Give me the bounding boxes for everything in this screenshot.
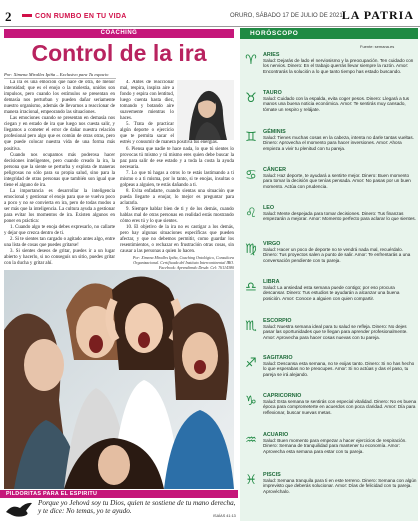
capricorn-icon: ♑	[245, 394, 257, 409]
paragraph: 4. Antes de reaccionar mal, respira, inspira aire a fondo y espira con lentitud, luego cuenta hasta diez, tomando y botando aire suavemente mientras lo haces.	[120, 80, 174, 122]
sign-name: LIBRA	[263, 279, 280, 285]
sign-text: Salud: Esta semana te sentirás con especial vitalidad. Dinero: No es buena época para comprometerte en acuerdos con poca claridad. Amor: Día para reflexionar, buscar nuevas metas.	[263, 399, 417, 415]
sign-text: Salud: Nuestra semana ideal para tu salud se refleja. Dinero: No dejes pasar las oportunidades que te llegan para aprender profesionalmente. Amor: Aprovecha para hacer cosas nuevas con tu pareja.	[263, 324, 408, 340]
page-number: 2	[5, 9, 12, 24]
paragraph: 5. Trata de practicar algún deporte o ejercicio que te permita sacar el estrés y consumir de manera positiva tus energías.	[120, 122, 218, 146]
sign-piscis	[243, 472, 417, 494]
sign-tauro	[243, 90, 417, 112]
aries-icon: ♈	[245, 53, 257, 68]
sagittarius-icon: ♐	[245, 356, 257, 371]
paragraph: 3. Si sientes deseos de gritar, puedes ir a un lugar abierto y hacerlo, si no conseguís un sitio, puedes gritar con la ducha y gritar ahí.	[4, 249, 115, 267]
dove-icon	[4, 500, 34, 520]
paragraph: 10. El objetivo de la ira no es castigar a los demás, pero hay algunas situaciones específicas que pueden afectar, y que no debemos permitir, como guardar los resentimientos, o rechazar en frustración otras cosas, sin causar a las personas a quien lo hacen.	[120, 225, 234, 254]
sign-geminis	[243, 129, 417, 151]
section-marker	[22, 14, 32, 17]
section-name: CON RUMBO EN TU VIDA	[35, 13, 127, 20]
paragraph: Las emociones cuando se presentan en demasía nos ciegan y en estado de ira que luego nos cuesta salir, y llegamos a cometer el error de dañar nuestra relación profesional pero algo que es común de otras otras, pero que puede colocar nuestra vida de una forma más positiva.	[4, 116, 115, 152]
article-byline: Por: Ximena Miralles Ipiña – Exclusivo para Tu espacio	[4, 72, 116, 79]
author-portrait	[177, 80, 234, 140]
sign-cancer	[243, 167, 417, 189]
sign-text: Salud: Dejarás de lado el nerviosismo y la preocupación. Ten cuidado con los nervios. Dinero: En el trabajo querrás llevar siempre la razón. Amor: Encontrarás la solución a lo que tanto tiempo has estado buscando.	[263, 58, 414, 74]
paragraph: 8. Evita enfadarte, cuando sientas una situación que pueda llegarte a enojar, lo mejor es preguntar para aclararla.	[120, 188, 234, 206]
sign-name: LEO	[263, 205, 275, 211]
pildoritas-reference: ISAÍAS 41:13	[213, 514, 236, 518]
article-kicker: COACHING	[100, 30, 138, 36]
article-photo	[4, 270, 234, 489]
paragraph: Cuando nos ocupamos más poderosa hacer decisiones inteligentes, pero cuando creado la ira, la persona que la siente se perturba y explota de maneras peligrosas no sólo para su propia salud, sino para la integridad de otras personas que también son igual que tiene el alguno de ira.	[4, 152, 115, 188]
paragraph: 2. Si te sientes tan cargado o agitado antes algo, entre una lista de cosas que puedes gritarse!	[4, 237, 115, 249]
cancer-icon: ♋	[245, 168, 257, 183]
header-rule	[0, 26, 420, 27]
sign-acuario	[243, 432, 417, 454]
paragraph: La ira es una emoción que nace de otra, de menor intensidad; que es el enojo o la molestia, unidos son impulsos, pero cuando los estímulos se presentan en demasía nos perturban y pueden dañar seriamente nuestro organismo, además de llevarnos a reaccionar de manera irracional, empeorando las situaciones.	[4, 80, 115, 116]
leo-icon: ♌	[245, 206, 257, 221]
sign-escorpio	[243, 318, 417, 340]
sign-text: Salud: Descansa esta semana, no te exijas tanto. Dinero: Si no has hecho lo que esperabas no te preocupes. Amor: Si no actúas y das el paso, tu pareja se irá alejando.	[263, 361, 415, 377]
sign-capricornio	[243, 393, 417, 415]
sign-name: ESCORPIO	[263, 318, 292, 324]
virgo-icon: ♍	[245, 242, 257, 257]
sign-name: SAGITARIO	[263, 355, 293, 361]
horoscope-source: Fuente: semana.es	[360, 44, 395, 49]
sign-aries	[243, 52, 417, 74]
paragraph: La importancia es desarrollar la inteligencia emocional y gestionar el enojo para que se vuelva poco a poco y no se convierta en ira, pero de todas modos a ser más que la inteligencia. La cultura ayuda a gestionar para evitar los momentos de ira. Existen algunos en poner en práctica:	[4, 188, 115, 225]
author-credit: Por: Ximena Miralles Ipiña, Coaching Ontológico, Consultora Organizacional. Certificada del Instituto Intercontinental IBO. Facebook: Aprendiendo Desde. Cel: 76114380	[132, 255, 234, 270]
sign-text: Salud: Haz deporte, te ayudará a sentirte mejor. Dinero: Buen momento para tomar la decisión que tenías pensada. Amor: No pasas por un buen momento. Actúa con prudencia.	[263, 173, 411, 189]
paragraph: 1. Cuando algo te enoja debes expresarlo, no callarte y dejar que crezca dentro de ti.	[4, 225, 115, 237]
sign-name: ARIES	[263, 52, 280, 58]
sign-name: PISCIS	[263, 472, 281, 478]
sign-text: Salud: La ansiedad esta semana puede contigo; por eso procura descansar. Dinero: Tus estudios te ayudarán a alcanzar una buena posición. Amor: Conoce a alguien con quien compartir.	[263, 285, 400, 301]
sign-text: Salud: Tienes muchas cosas en la cabeza, intenta no darle tantas vueltas. Dinero: Aprovecha el momento para hacer inversiones. Amor: Ahora empieza a vivir tu plenitud con tu pareja.	[263, 135, 414, 151]
sign-text: Salud: Mente despejada para tomar decisiones. Dinero: Tus finanzas empezarán a mejorar. Amor: Momento perfecto para aclarar lo que sientes.	[263, 211, 416, 222]
paragraph: 9. Siempre hablar bien de ti y de los demás, cuando hablas mal de otras personas en realidad estás mostrando cómo eres tú y lo que sientes.	[120, 206, 234, 225]
sign-leo	[243, 205, 417, 222]
sign-text: Salud: Buen momento para empezar a hacer ejercicios de respiración. Dinero: Semana de tranquilidad para mantener tu economía. Amor: Aprovecha esta semana para estar con tu pareja.	[263, 438, 407, 454]
masthead: LA PATRIA	[341, 8, 414, 22]
sign-name: TAURO	[263, 90, 282, 96]
sign-sagitario	[243, 355, 417, 377]
libra-icon: ♎	[245, 280, 257, 295]
paragraph: 6. Piensa que nadie te hace nada, lo que tú sientes lo provocas tú mismo y tú mismo eres quien debe buscar la paz para salir de ese estado y a toda la costa la ayuda necesaria.	[120, 146, 234, 170]
sign-text: Salud: Cuidado con la espalda, evita coger pesos. Dinero: Llegará a tus manos una buena noticia económica. Amor: Te sentirás muy cansado, tómate un respiro y relájate.	[263, 96, 410, 112]
page-header	[0, 0, 420, 26]
paragraph: 7. Lo que tú hagas a otros lo te estás lastimando a ti mismo o a ti misma, por lo tanto, si te enojas, insultas o golpeas a alguien, te estás dañando a ti.	[120, 170, 234, 188]
sign-name: CAPRICORNIO	[263, 393, 302, 399]
sign-name: VIRGO	[263, 241, 281, 247]
sign-libra	[243, 279, 417, 301]
taurus-icon: ♉	[245, 91, 257, 106]
sign-virgo	[243, 241, 417, 263]
aquarius-icon: ♒	[245, 433, 257, 448]
scorpio-icon: ♏	[245, 319, 257, 334]
sign-name: ACUARIO	[263, 432, 289, 438]
sign-text: Salud: Hacer un poco de deporte no te vendrá nada mal, recuérdalo. Dinero: Tus proyectos salen a punto de salir. Amor: Te enfrentarás a una conversación pendiente con tu pareja.	[263, 247, 411, 263]
pildoritas-title: PILDORITAS PARA EL ESPIRITU	[6, 491, 98, 497]
article-headline: Control de la ira	[31, 40, 207, 66]
gemini-icon: ♊	[245, 130, 257, 145]
sign-name: GÉMINIS	[263, 129, 286, 135]
sign-text: Salud: Semana tranquila para ti en este terreno. Dinero: Semana con algún imprevisto que deberás solucionar. Amor: Días de felicidad con tu pareja. Aprovéchalo.	[263, 478, 417, 494]
pildoritas-verse: Porque yo Jehová soy tu Dios, quien te sostiene de tu mano derecha, y te dice: No temas, yo te ayudo.	[38, 499, 236, 516]
pisces-icon: ♓	[245, 473, 257, 488]
sign-name: CÁNCER	[263, 167, 287, 173]
horoscope-title: HORÓSCOPO	[250, 30, 299, 37]
dateline: ORURO, SÁBADO 17 DE JULIO DE 2021	[230, 13, 343, 19]
